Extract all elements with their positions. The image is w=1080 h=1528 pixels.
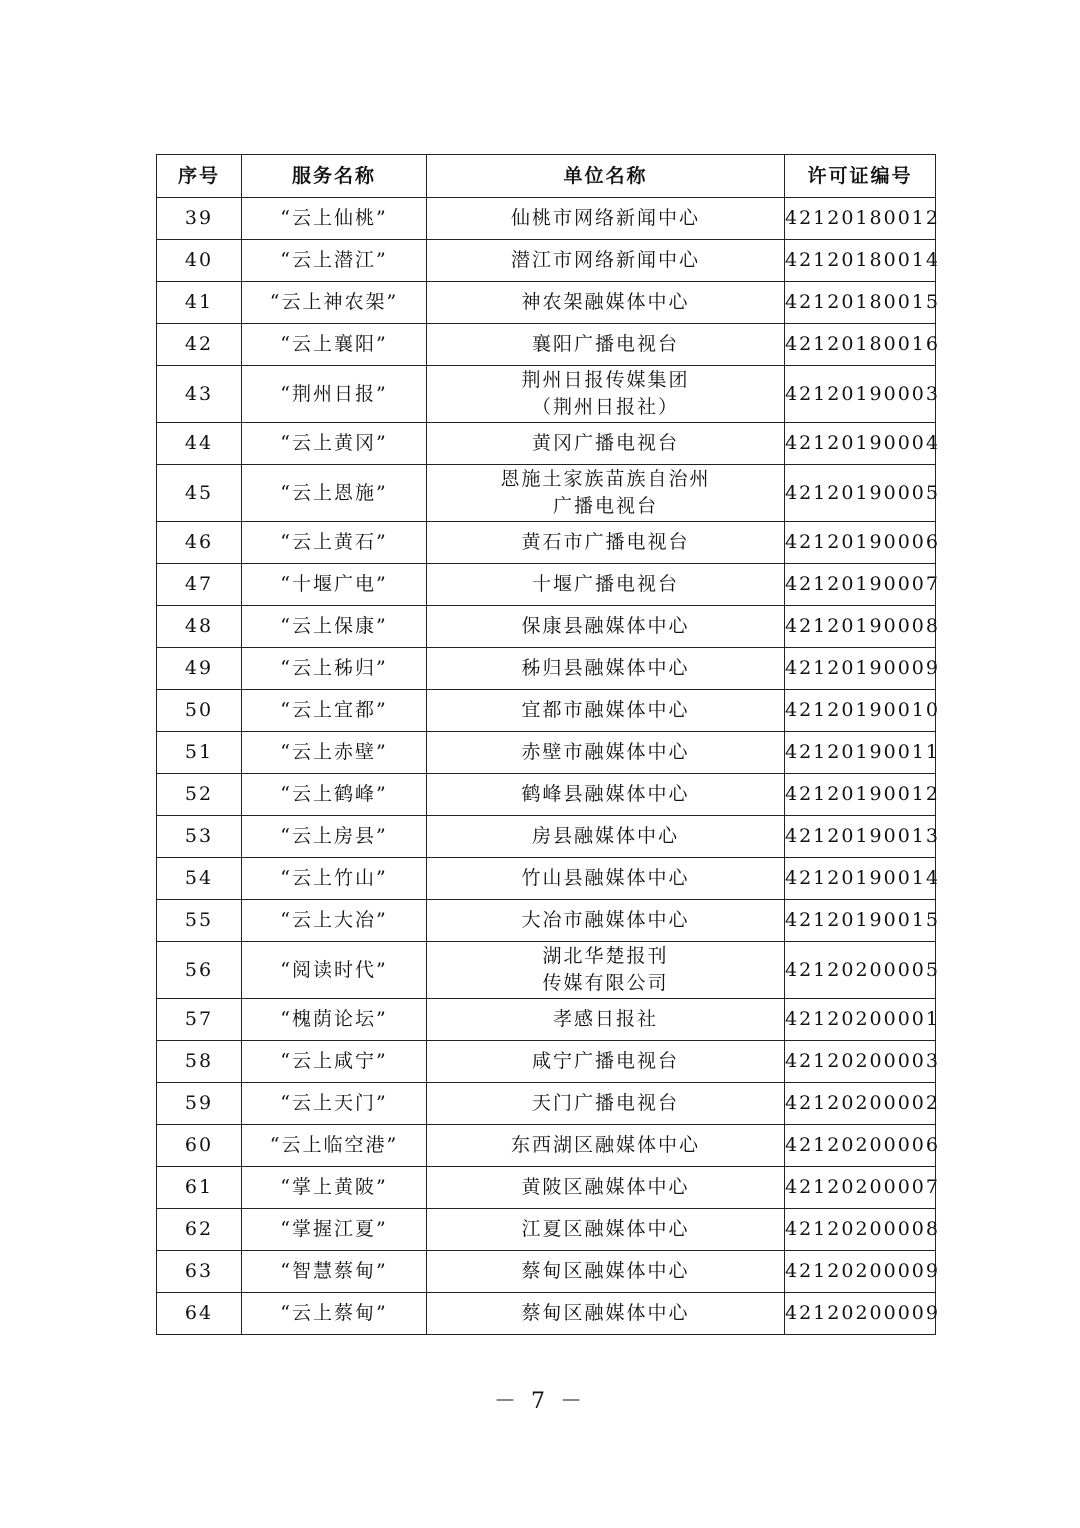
cell-service-name: “云上宜都” (242, 690, 427, 732)
header-seq: 序号 (157, 155, 242, 198)
table-row (157, 1251, 936, 1293)
cell-service-name: “云上仙桃” (242, 198, 427, 240)
table-row (157, 942, 936, 999)
cell-seq: 62 (157, 1209, 242, 1251)
cell-seq: 57 (157, 999, 242, 1041)
table-row (157, 240, 936, 282)
cell-license-number: 42120190004 (785, 423, 936, 465)
cell-license-number: 42120180014 (785, 240, 936, 282)
cell-seq: 63 (157, 1251, 242, 1293)
cell-service-name: “云上蔡甸” (242, 1293, 427, 1335)
unit-name-line: 神农架融媒体中心 (521, 291, 690, 313)
cell-unit-name (427, 522, 785, 564)
cell-service-name: “云上房县” (242, 816, 427, 858)
cell-service-name: “云上神农架” (242, 282, 427, 324)
unit-name-line: 湖北华楚报刊 (542, 945, 669, 967)
table-row (157, 1293, 936, 1335)
cell-seq: 61 (157, 1167, 242, 1209)
cell-seq: 41 (157, 282, 242, 324)
cell-service-name: “云上黄石” (242, 522, 427, 564)
cell-unit-name (427, 774, 785, 816)
cell-unit-name (427, 1041, 785, 1083)
unit-name-line: （荆州日报社） (531, 396, 679, 418)
unit-name-line: 东西湖区融媒体中心 (510, 1134, 700, 1156)
table-row (157, 366, 936, 423)
cell-license-number: 42120190012 (785, 774, 936, 816)
cell-seq: 43 (157, 366, 242, 423)
cell-unit-name (427, 606, 785, 648)
cell-license-number: 42120200007 (785, 1167, 936, 1209)
cell-seq: 56 (157, 942, 242, 999)
cell-unit-name (427, 240, 785, 282)
unit-name-line: 鹤峰县融媒体中心 (521, 783, 690, 805)
unit-name-line: 保康县融媒体中心 (521, 615, 690, 637)
table-row (157, 1041, 936, 1083)
unit-name-line: 黄冈广播电视台 (531, 432, 679, 454)
table-header-row (157, 155, 936, 198)
unit-name-line: 广播电视台 (552, 495, 658, 517)
cell-unit-name (427, 690, 785, 732)
cell-unit-name (427, 1209, 785, 1251)
table-row (157, 324, 936, 366)
unit-name-line: 蔡甸区融媒体中心 (521, 1302, 690, 1324)
cell-unit-name (427, 423, 785, 465)
cell-seq: 45 (157, 465, 242, 522)
cell-license-number: 42120200003 (785, 1041, 936, 1083)
cell-seq: 64 (157, 1293, 242, 1335)
table-row (157, 282, 936, 324)
table-row (157, 606, 936, 648)
cell-service-name: “掌握江夏” (242, 1209, 427, 1251)
cell-license-number: 42120180015 (785, 282, 936, 324)
cell-license-number: 42120190005 (785, 465, 936, 522)
cell-unit-name (427, 1167, 785, 1209)
unit-name-line: 天门广播电视台 (531, 1092, 679, 1114)
table-row (157, 465, 936, 522)
cell-service-name: “荆州日报” (242, 366, 427, 423)
cell-unit-name (427, 732, 785, 774)
unit-name-line: 宜都市融媒体中心 (521, 699, 690, 721)
cell-license-number: 42120200001 (785, 999, 936, 1041)
cell-service-name: “云上临空港” (242, 1125, 427, 1167)
unit-name-line: 江夏区融媒体中心 (521, 1218, 690, 1240)
cell-service-name: “云上保康” (242, 606, 427, 648)
cell-service-name: “云上潜江” (242, 240, 427, 282)
unit-name-line: 赤壁市融媒体中心 (521, 741, 690, 763)
table-row (157, 774, 936, 816)
cell-seq: 59 (157, 1083, 242, 1125)
unit-name-line: 房县融媒体中心 (531, 825, 679, 847)
cell-unit-name (427, 900, 785, 942)
cell-unit-name (427, 465, 785, 522)
cell-service-name: “云上咸宁” (242, 1041, 427, 1083)
cell-service-name: “云上黄冈” (242, 423, 427, 465)
cell-unit-name (427, 858, 785, 900)
cell-unit-name (427, 282, 785, 324)
table-row (157, 648, 936, 690)
page-number: － 7 － (494, 1389, 586, 1414)
cell-seq: 52 (157, 774, 242, 816)
unit-name-line: 传媒有限公司 (542, 972, 669, 994)
unit-name-line: 秭归县融媒体中心 (521, 657, 690, 679)
table-row (157, 816, 936, 858)
cell-license-number: 42120180012 (785, 198, 936, 240)
cell-service-name: “阅读时代” (242, 942, 427, 999)
cell-unit-name (427, 198, 785, 240)
table-row (157, 999, 936, 1041)
cell-license-number: 42120190008 (785, 606, 936, 648)
cell-seq: 55 (157, 900, 242, 942)
cell-unit-name (427, 1125, 785, 1167)
cell-unit-name (427, 648, 785, 690)
cell-license-number: 42120180016 (785, 324, 936, 366)
cell-seq: 49 (157, 648, 242, 690)
header-service-name: 服务名称 (242, 155, 427, 198)
cell-license-number: 42120190014 (785, 858, 936, 900)
table-row (157, 900, 936, 942)
cell-license-number: 42120200005 (785, 942, 936, 999)
cell-service-name: “十堰广电” (242, 564, 427, 606)
table-row (157, 1125, 936, 1167)
cell-seq: 54 (157, 858, 242, 900)
cell-seq: 58 (157, 1041, 242, 1083)
unit-name-line: 黄石市广播电视台 (521, 531, 690, 553)
cell-seq: 46 (157, 522, 242, 564)
cell-license-number: 42120200009 (785, 1251, 936, 1293)
table-row (157, 522, 936, 564)
cell-license-number: 42120190007 (785, 564, 936, 606)
cell-license-number: 42120190011 (785, 732, 936, 774)
cell-service-name: “云上大冶” (242, 900, 427, 942)
unit-name-line: 恩施土家族苗族自治州 (500, 468, 711, 490)
cell-license-number: 42120190013 (785, 816, 936, 858)
unit-name-line: 襄阳广播电视台 (531, 333, 679, 355)
license-table (156, 154, 940, 1335)
header-license-number: 许可证编号 (785, 155, 936, 198)
unit-name-line: 黄陂区融媒体中心 (521, 1176, 690, 1198)
cell-seq: 42 (157, 324, 242, 366)
unit-name-line: 咸宁广播电视台 (531, 1050, 679, 1072)
cell-license-number: 42120190006 (785, 522, 936, 564)
cell-license-number: 42120190015 (785, 900, 936, 942)
cell-unit-name (427, 1083, 785, 1125)
cell-seq: 50 (157, 690, 242, 732)
unit-name-line: 孝感日报社 (552, 1008, 658, 1030)
cell-service-name: “云上赤壁” (242, 732, 427, 774)
unit-name-line: 仙桃市网络新闻中心 (510, 207, 700, 229)
cell-seq: 44 (157, 423, 242, 465)
cell-service-name: “云上秭归” (242, 648, 427, 690)
table-row (157, 690, 936, 732)
cell-service-name: “云上恩施” (242, 465, 427, 522)
cell-seq: 48 (157, 606, 242, 648)
cell-service-name: “智慧蔡甸” (242, 1251, 427, 1293)
table-row (157, 1167, 936, 1209)
unit-name-line: 十堰广播电视台 (531, 573, 679, 595)
cell-seq: 53 (157, 816, 242, 858)
cell-license-number: 42120190010 (785, 690, 936, 732)
cell-unit-name (427, 1293, 785, 1335)
table-row (157, 1209, 936, 1251)
cell-seq: 60 (157, 1125, 242, 1167)
table-row (157, 1083, 936, 1125)
cell-service-name: “云上竹山” (242, 858, 427, 900)
cell-seq: 47 (157, 564, 242, 606)
cell-unit-name (427, 366, 785, 423)
cell-unit-name (427, 564, 785, 606)
cell-service-name: “云上鹤峰” (242, 774, 427, 816)
cell-seq: 51 (157, 732, 242, 774)
cell-service-name: “云上天门” (242, 1083, 427, 1125)
table-row (157, 564, 936, 606)
table-body (157, 198, 940, 1335)
table-row (157, 732, 936, 774)
cell-seq: 40 (157, 240, 242, 282)
cell-license-number: 42120200008 (785, 1209, 936, 1251)
unit-name-line: 大冶市融媒体中心 (521, 909, 690, 931)
cell-license-number: 42120200009 (785, 1293, 936, 1335)
cell-unit-name (427, 999, 785, 1041)
table-row (157, 858, 936, 900)
cell-unit-name (427, 816, 785, 858)
cell-unit-name (427, 942, 785, 999)
cell-service-name: “掌上黄陂” (242, 1167, 427, 1209)
cell-service-name: “云上襄阳” (242, 324, 427, 366)
cell-license-number: 42120190009 (785, 648, 936, 690)
cell-unit-name (427, 1251, 785, 1293)
unit-name-line: 竹山县融媒体中心 (521, 867, 690, 889)
table-row (157, 423, 936, 465)
cell-license-number: 42120200006 (785, 1125, 936, 1167)
cell-service-name: “槐荫论坛” (242, 999, 427, 1041)
cell-license-number: 42120190003 (785, 366, 936, 423)
unit-name-line: 荆州日报传媒集团 (521, 369, 690, 391)
unit-name-line: 蔡甸区融媒体中心 (521, 1260, 690, 1282)
cell-license-number: 42120200002 (785, 1083, 936, 1125)
cell-seq: 39 (157, 198, 242, 240)
unit-name-line: 潜江市网络新闻中心 (510, 249, 700, 271)
table-row (157, 198, 936, 240)
header-unit-name: 单位名称 (427, 155, 785, 198)
cell-unit-name (427, 324, 785, 366)
